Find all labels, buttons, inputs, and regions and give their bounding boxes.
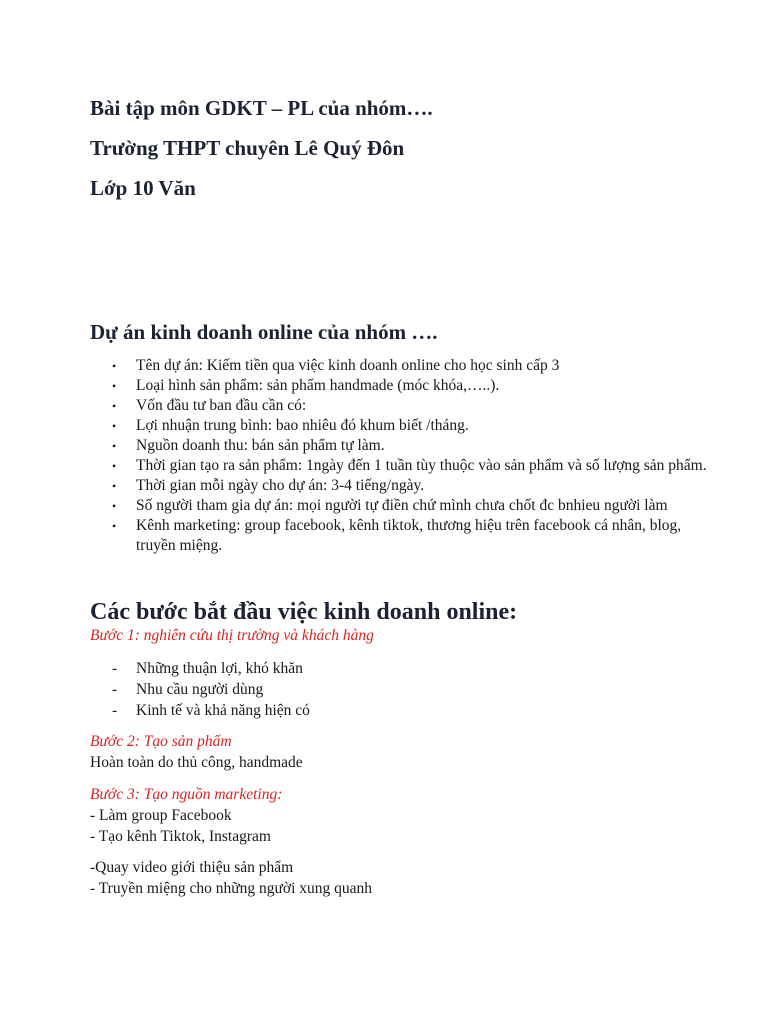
project-title: Dự án kinh doanh online của nhóm …. xyxy=(90,320,438,344)
steps-title: Các bước bắt đầu việc kinh doanh online: xyxy=(90,599,518,625)
step3-line: - Truyền miệng cho những người xung quanh xyxy=(90,880,373,897)
list-item: • Loại hình sản phẩm: sản phẩm handmade (móc khóa,…..). xyxy=(136,376,716,396)
step1-list xyxy=(90,658,310,721)
step2-text: Hoàn toàn do thủ công, handmade xyxy=(90,754,303,771)
list-item: - Những thuận lợi, khó khăn xyxy=(136,658,310,679)
step3-line: - Tạo kênh Tiktok, Instagram xyxy=(90,828,271,845)
step3-line: - Làm group Facebook xyxy=(90,807,232,824)
step3-heading: Bước 3: Tạo nguồn marketing: xyxy=(90,786,283,803)
document-header xyxy=(90,88,433,208)
list-item: • Kênh marketing: group facebook, kênh tiktok, thương hiệu trên facebook cá nhân, blog, truyền miệng. xyxy=(136,516,716,556)
list-item: • Vốn đầu tư ban đầu cần có: xyxy=(136,396,716,416)
assignment-title: Bài tập môn GDKT – PL của nhóm…. xyxy=(90,96,433,120)
step2-heading: Bước 2: Tạo sản phẩm xyxy=(90,733,232,750)
list-item: - Kinh tế và khả năng hiện có xyxy=(136,700,310,721)
school-name: Trường THPT chuyên Lê Quý Đôn xyxy=(90,136,405,160)
step3-line: -Quay video giới thiệu sản phẩm xyxy=(90,859,294,876)
class-name: Lớp 10 Văn xyxy=(90,176,196,200)
list-item: • Tên dự án: Kiếm tiền qua việc kinh doanh online cho học sinh cấp 3 xyxy=(136,356,716,376)
list-item: • Nguồn doanh thu: bán sản phẩm tự làm. xyxy=(136,436,716,456)
project-details-list xyxy=(90,356,716,556)
list-item: • Lợi nhuận trung bình: bao nhiêu đó khum biết /tháng. xyxy=(136,416,716,436)
list-item: • Thời gian mỗi ngày cho dự án: 3-4 tiếng/ngày. xyxy=(136,476,716,496)
list-item: • Số người tham gia dự án: mọi người tự điền chứ mình chưa chốt đc bnhieu người làm xyxy=(136,496,716,516)
list-item: • Thời gian tạo ra sản phẩm: 1ngày đến 1 tuần tùy thuộc vào sản phẩm và số lượng sản phẩm. xyxy=(136,456,716,476)
list-item: - Nhu cầu người dùng xyxy=(136,679,310,700)
step1-heading: Bước 1: nghiên cứu thị trường và khách hàng xyxy=(90,627,374,644)
